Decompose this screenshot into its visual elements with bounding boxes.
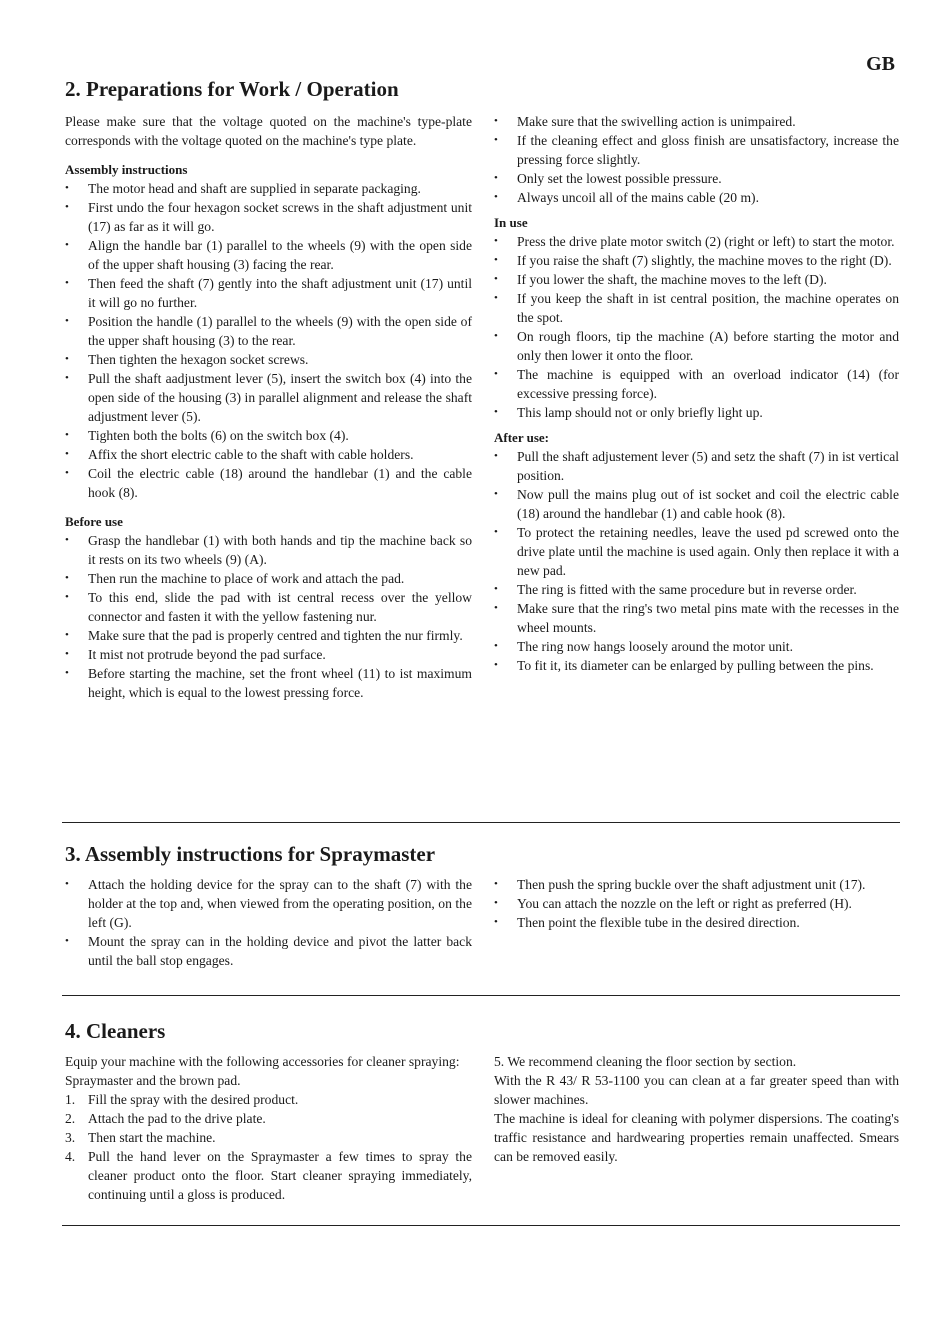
intro-paragraph: Please make sure that the voltage quoted on the machine's type-plate corresponds with the voltage quoted on the machine's type plate. [65, 114, 472, 148]
list-item: • Tighten both the bolts (6) on the switch box (4). [65, 426, 472, 445]
step-five: 5. We recommend cleaning the floor section by section. [494, 1054, 797, 1069]
section-divider [62, 822, 900, 823]
section-spraymaster [65, 841, 899, 970]
list-item: • Make sure that the swivelling action is unimpaired. [494, 112, 899, 131]
right-column [494, 1052, 899, 1204]
list-item: • The motor head and shaft are supplied in separate packaging. [65, 179, 472, 198]
in-use-list [494, 232, 899, 422]
speed-paragraph: With the R 43/ R 53-1100 you can clean at a far greater speed than with slower machines. [494, 1073, 899, 1107]
list-item: • Coil the electric cable (18) around the handlebar (1) and the cable hook (8). [65, 464, 472, 502]
list-item: • To protect the retaining needles, leave the used pd screwed onto the drive plate until the machine is used again. Only then replace it with a new pad. [494, 523, 899, 580]
list-item: • Pull the shaft aadjustment lever (5), insert the switch box (4) into the open side of the housing (3) in parallel alignment and release the shaft adjustment lever (5). [65, 369, 472, 426]
section-divider [62, 1225, 900, 1226]
list-item: • To fit it, its diameter can be enlarged by pulling between the pins. [494, 656, 899, 675]
list-item [65, 1090, 472, 1109]
polymer-paragraph: The machine is ideal for cleaning with polymer dispersions. The coating's traffic resistance and hardwearing properties remain unaffected. Smears can be removed easily. [494, 1111, 899, 1164]
step-number: 3. [65, 1130, 76, 1145]
list-item: • Then run the machine to place of work and attach the pad. [65, 569, 472, 588]
list-item: • Position the handle (1) parallel to the wheels (9) with the open side of the upper shaft housing (3) to the rear. [65, 312, 472, 350]
list-item: • Mount the spray can in the holding device and pivot the latter back until the ball stop engages. [65, 932, 472, 970]
list-item: • Grasp the handlebar (1) with both hands and tip the machine back so it rests on its two wheels (9) (A). [65, 531, 472, 569]
right-column [494, 875, 899, 970]
list-item: • Attach the holding device for the spray can to the shaft (7) with the holder at the top and, when viewed from the operating position, on the left (G). [65, 875, 472, 932]
list-item: • If you lower the shaft, the machine moves to the left (D). [494, 270, 899, 289]
list-item [65, 1128, 472, 1147]
step-number: 4. [65, 1149, 76, 1164]
left-column [65, 1052, 472, 1204]
list-item [65, 1109, 472, 1128]
left-column [65, 875, 472, 970]
list-item: • Then push the spring buckle over the shaft adjustment unit (17). [494, 875, 899, 894]
step-text: Attach the pad to the drive plate. [88, 1111, 266, 1126]
list-item: • To this end, slide the pad with ist central recess over the yellow connector and fasten it with the yellow fastening nur. [65, 588, 472, 626]
language-code: GB [866, 53, 895, 75]
list-item: • Then point the flexible tube in the desired direction. [494, 913, 899, 932]
list-item: • If you keep the shaft in ist central position, the machine operates on the spot. [494, 289, 899, 327]
checks-list [494, 112, 899, 207]
list-item: • The ring is fitted with the same procedure but in reverse order. [494, 580, 899, 599]
section-preparations [65, 76, 899, 702]
list-item: • The machine is equipped with an overload indicator (14) (for excessive pressing force). [494, 365, 899, 403]
after-use-heading: After use: [494, 430, 549, 445]
steps-list [65, 1090, 472, 1204]
in-use-heading: In use [494, 215, 528, 230]
list-item: • Affix the short electric cable to the shaft with cable holders. [65, 445, 472, 464]
list-item: • Press the drive plate motor switch (2) (right or left) to start the motor. [494, 232, 899, 251]
list-item: • Pull the shaft adjustement lever (5) and setz the shaft (7) in ist vertical position. [494, 447, 899, 485]
before-use-list [65, 531, 472, 702]
list-item [65, 1147, 472, 1204]
list-item: • Make sure that the ring's two metal pins mate with the recesses in the wheel mounts. [494, 599, 899, 637]
assembly-heading: Assembly instructions [65, 162, 188, 177]
list-item: • Then tighten the hexagon socket screws. [65, 350, 472, 369]
step-text: Then start the machine. [88, 1130, 216, 1145]
assembly-list [65, 179, 472, 502]
list-item: • Then feed the shaft (7) gently into the shaft adjustment unit (17) until it will go no further. [65, 274, 472, 312]
list-item: • Make sure that the pad is properly centred and tighten the nur firmly. [65, 626, 472, 645]
list-item: • This lamp should not or only briefly light up. [494, 403, 899, 422]
list-item: • On rough floors, tip the machine (A) before starting the motor and only then lower it onto the floor. [494, 327, 899, 365]
list-item: • First undo the four hexagon socket screws in the shaft adjustment unit (17) as far as it will go. [65, 198, 472, 236]
step-number: 2. [65, 1111, 76, 1126]
after-use-list [494, 447, 899, 675]
list-item: • If the cleaning effect and gloss finish are unsatisfactory, increase the pressing force slightly. [494, 131, 899, 169]
list-item: • Before starting the machine, set the front wheel (11) to ist maximum height, which is equal to the lowest pressing force. [65, 664, 472, 702]
list-item: • The ring now hangs loosely around the motor unit. [494, 637, 899, 656]
step-text: Fill the spray with the desired product. [88, 1092, 299, 1107]
accessories-line: Spraymaster and the brown pad. [65, 1073, 241, 1088]
list-item: • If you raise the shaft (7) slightly, the machine moves to the right (D). [494, 251, 899, 270]
spraymaster-list-right [494, 875, 899, 932]
list-item: • Now pull the mains plug out of ist socket and coil the electric cable (18) around the handlebar (1) and cable hook (8). [494, 485, 899, 523]
section-title: 3. Assembly instructions for Spraymaster [65, 842, 436, 866]
step-text: Pull the hand lever on the Spraymaster a few times to spray the cleaner product onto the floor. Start cleaner spraying immediately, continuing until a gloss is produced. [88, 1149, 472, 1202]
step-number: 1. [65, 1092, 76, 1107]
section-cleaners [65, 1018, 899, 1204]
left-column [65, 112, 472, 702]
before-use-heading: Before use [65, 514, 123, 529]
list-item: • You can attach the nozzle on the left or right as preferred (H). [494, 894, 899, 913]
section-divider [62, 995, 900, 996]
list-item: • Only set the lowest possible pressure. [494, 169, 899, 188]
intro-paragraph: Equip your machine with the following accessories for cleaner spraying: [65, 1054, 460, 1069]
spraymaster-list-left [65, 875, 472, 970]
list-item: • It mist not protrude beyond the pad surface. [65, 645, 472, 664]
section-title: 4. Cleaners [65, 1019, 166, 1043]
right-column [494, 112, 899, 702]
list-item: • Always uncoil all of the mains cable (20 m). [494, 188, 899, 207]
list-item: • Align the handle bar (1) parallel to the wheels (9) with the open side of the upper shaft housing (3) facing the rear. [65, 236, 472, 274]
section-title: 2. Preparations for Work / Operation [65, 77, 399, 101]
